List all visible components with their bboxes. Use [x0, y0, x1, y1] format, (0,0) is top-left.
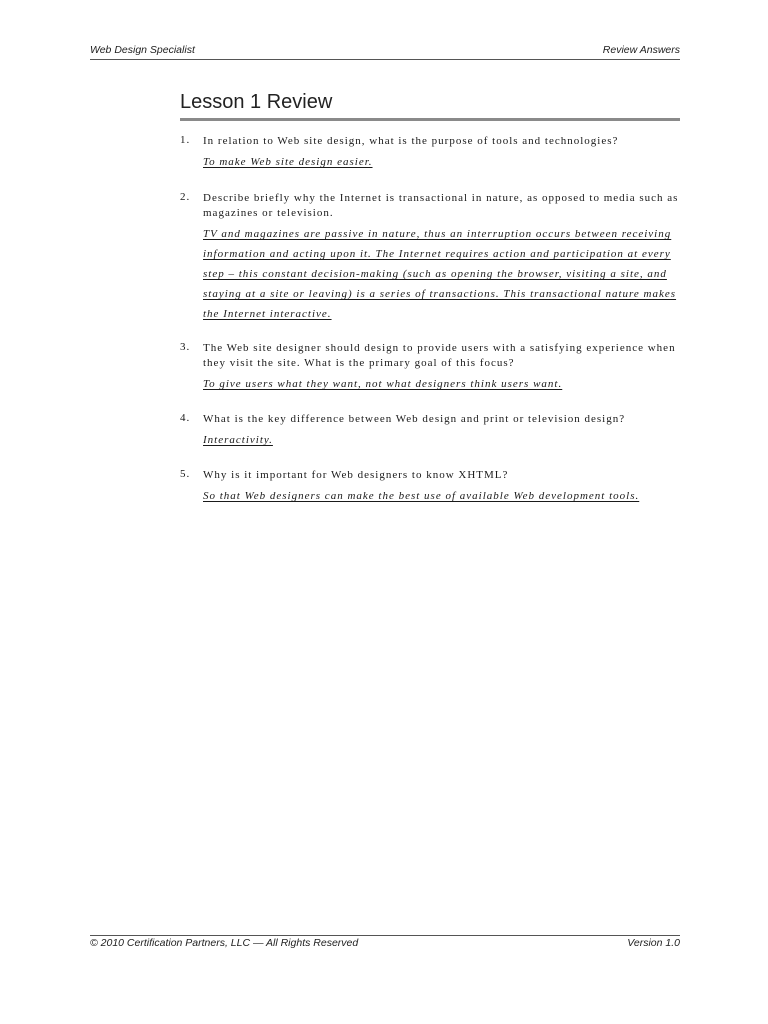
- footer-version: Version 1.0: [627, 937, 680, 949]
- answer-underlined: To make Web site design easier.: [203, 156, 373, 168]
- answer-underlined: Interactivity.: [203, 434, 273, 446]
- page-header: [90, 44, 680, 60]
- question-text: Why is it important for Web designers to know XHTML?: [203, 469, 509, 481]
- answer-text: [203, 374, 680, 394]
- footer-copyright: © 2010 Certification Partners, LLC — All Rights Reserved: [90, 937, 359, 949]
- answer-underlined: To give users what they want, not what designers think users want.: [203, 378, 563, 390]
- question-list: [180, 134, 680, 506]
- question-item: [180, 191, 680, 324]
- answer-text: [203, 224, 680, 324]
- question-item: [180, 134, 680, 172]
- answer-underlined: So that Web designers can make the best use of available Web development tools.: [203, 490, 640, 502]
- question-text: In relation to Web site design, what is the purpose of tools and technologies?: [203, 135, 619, 147]
- question-number: 5.: [180, 468, 191, 480]
- page-title: Lesson 1 Review: [180, 91, 680, 121]
- question-number: 4.: [180, 412, 191, 424]
- question-item: [180, 412, 680, 450]
- question-number: 3.: [180, 341, 191, 353]
- page-footer: [90, 935, 680, 951]
- question-text: The Web site designer should design to provide users with a satisfying experience when they visit the site. What is the primary goal of this focus?: [203, 342, 676, 369]
- question-number: 2.: [180, 191, 191, 203]
- answer-underlined: TV and magazines are passive in nature, thus an interruption occurs between receiving information and acting upon it. The Internet requires action and participation at every step – this constant decision-making (such as opening the browser, visiting a site, and staying at a site or leaving) is a series of transactions. This transactional nature makes the Internet interactive.: [203, 228, 677, 320]
- question-number: 1.: [180, 134, 191, 146]
- header-section-title: Review Answers: [602, 44, 680, 56]
- answer-text: [203, 152, 680, 172]
- header-course-title: Web Design Specialist: [90, 44, 195, 56]
- question-text: What is the key difference between Web design and print or television design?: [203, 413, 626, 425]
- question-item: [180, 468, 680, 506]
- answer-text: [203, 430, 680, 450]
- question-item: [180, 341, 680, 394]
- question-text: Describe briefly why the Internet is transactional in nature, as opposed to media such as magazines or television.: [203, 192, 679, 219]
- answer-text: [203, 486, 680, 506]
